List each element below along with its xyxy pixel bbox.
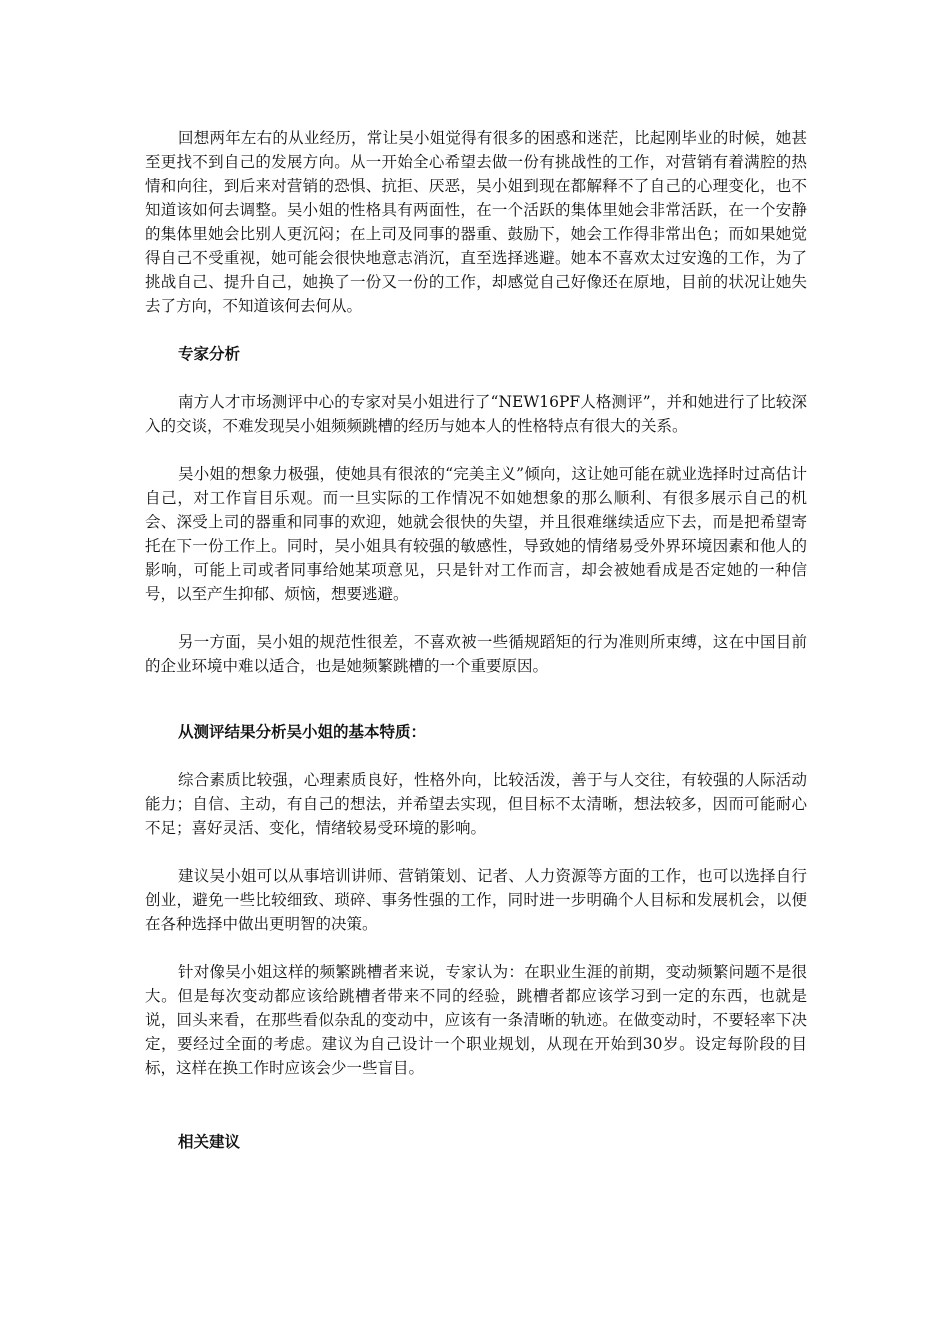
heading-basic-traits: 从测评结果分析吴小姐的基本特质： xyxy=(178,722,427,741)
heading-related-advice: 相关建议 xyxy=(178,1132,241,1151)
paragraph-traits: 综合素质比较强，心理素质良好，性格外向，比较活泼，善于与人交往，有较强的人际活动能力；自信、主动，有自己的想法，并希望去实现，但目标不太清晰，想法较多，因而可能耐心不足；喜好灵活、变化，情绪较易受环境的影响。 xyxy=(145,771,807,837)
paragraph-assessment: 南方人才市场测评中心的专家对吴小姐进行了“NEW16PF人格测评”，并和她进行了比较深入的交谈，不难发现吴小姐频频跳槽的经历与她本人的性格特点有很大的关系。 xyxy=(145,393,807,435)
paragraph-normativity: 另一方面，吴小姐的规范性很差，不喜欢被一些循规蹈矩的行为准则所束缚，这在中国目前的企业环境中难以适合，也是她频繁跳槽的一个重要原因。 xyxy=(145,633,807,675)
paragraph-job-hopping: 针对像吴小姐这样的频繁跳槽者来说，专家认为：在职业生涯的前期，变动频繁问题不是很大。但是每次变动都应该给跳槽者带来不同的经验，跳槽者都应该学习到一定的东西，也就是说，回头来看，在那些看似杂乱的变动中，应该有一条清晰的轨迹。在做变动时，不要轻率下决定，要经过全面的考虑。建议为自己设计一个职业规划，从现在开始到30岁。设定每阶段的目标，这样在换工作时应该会少一些盲目。 xyxy=(145,963,807,1077)
document-body xyxy=(145,126,807,1154)
paragraph-imagination: 吴小姐的想象力极强，使她具有很浓的“完美主义”倾向，这让她可能在就业选择时过高估计自己，对工作盲目乐观。而一旦实际的工作情况不如她想象的那么顺利、有很多展示自己的机会、深受上司的器重和同事的欢迎，她就会很快的失望，并且很难继续适应下去，而是把希望寄托在下一份工作上。同时，吴小姐具有较强的敏感性，导致她的情绪易受外界环境因素和他人的影响，可能上司或者同事给她某项意见，只是针对工作而言，却会被她看成是否定她的一种信号，以至产生抑郁、烦恼，想要逃避。 xyxy=(145,465,807,603)
paragraph-background: 回想两年左右的从业经历，常让吴小姐觉得有很多的困惑和迷茫，比起刚毕业的时候，她甚至更找不到自己的发展方向。从一开始全心希望去做一份有挑战性的工作，对营销有着满腔的热情和向往，到后来对营销的恐惧、抗拒、厌恶，吴小姐到现在都解释不了自己的心理变化，也不知道该如何去调整。吴小姐的性格具有两面性，在一个活跃的集体里她会非常活跃，在一个安静的集体里她会比别人更沉闷；在上司及同事的器重、鼓励下，她会工作得非常出色；而如果她觉得自己不受重视，她可能会很快地意志消沉，直至选择逃避。她本不喜欢太过安逸的工作，为了挑战自己、提升自己，她换了一份又一份的工作，却感觉自己好像还在原地，目前的状况让她失去了方向，不知道该何去何从。 xyxy=(145,129,807,315)
paragraph-career-suggestion: 建议吴小姐可以从事培训讲师、营销策划、记者、人力资源等方面的工作，也可以选择自行创业，避免一些比较细致、琐碎、事务性强的工作，同时进一步明确个人目标和发展机会，以便在各种选择中做出更明智的决策。 xyxy=(145,867,807,933)
heading-expert-analysis: 专家分析 xyxy=(178,344,241,363)
